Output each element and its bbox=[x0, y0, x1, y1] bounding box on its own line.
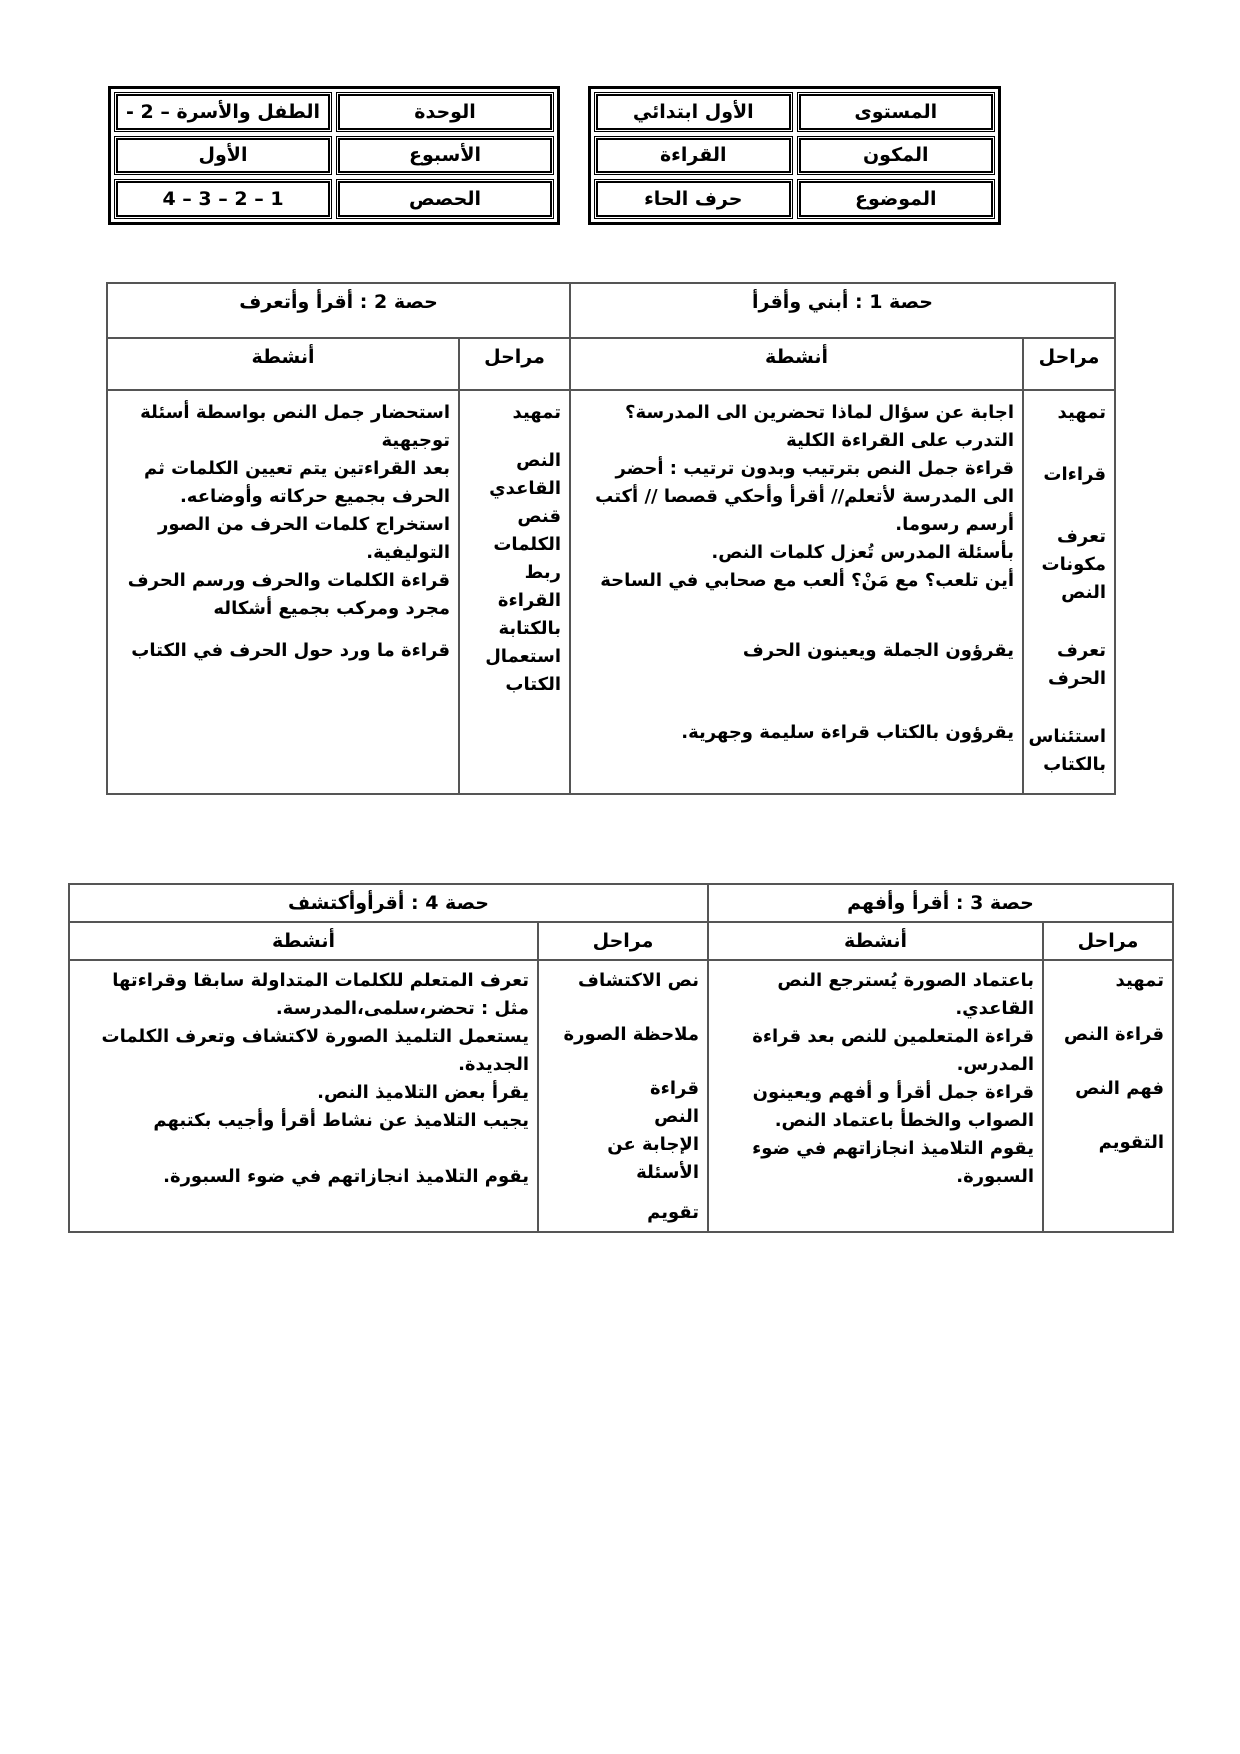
session-3-activities bbox=[708, 960, 1043, 1232]
value-level: الأول ابتدائي bbox=[594, 92, 793, 132]
session-4-activities bbox=[69, 960, 538, 1232]
activity-item: قراءة جمل النص بترتيب وبدون ترتيب : أحضر الى المدرسة لأتعلم// أقرأ وأحكي قصصا // أكتب أرسم رسوما. bbox=[595, 458, 1015, 535]
stage-item: قراءة النص bbox=[650, 1078, 699, 1127]
label-unit: الوحدة bbox=[336, 92, 554, 132]
stage-item: النص القاعدي bbox=[489, 450, 562, 499]
activity-item: يجيب التلاميذ عن نشاط أقرأ وأجيب بكتبهم bbox=[153, 1110, 529, 1131]
value-unit: الطفل والأسرة – 2 - bbox=[114, 92, 332, 132]
stage-item: تقويم bbox=[647, 1202, 699, 1223]
activity-item: قراءة ما ورد حول الحرف في الكتاب bbox=[131, 640, 451, 661]
info-box-unit bbox=[108, 86, 560, 225]
stage-item: قنص الكلمات bbox=[493, 506, 562, 555]
activity-item: قراءة جمل أقرأ و أفهم ويعينون الصواب والخطأ باعتماد النص. bbox=[752, 1082, 1035, 1131]
stage-item: تعرف الحرف bbox=[1048, 640, 1107, 689]
activity-item: استحضار جمل النص بواسطة أسئلة توجيهية bbox=[140, 402, 451, 451]
session-1-title: حصة 1 : أبني وأقرأ bbox=[570, 283, 1115, 338]
session-3-activities-header: أنشطة bbox=[708, 922, 1043, 960]
session-4-activities-header: أنشطة bbox=[69, 922, 538, 960]
activity-item: يقرأ بعض التلاميذ النص. bbox=[317, 1082, 529, 1103]
value-sessions: 1 – 2 – 3 – 4 bbox=[114, 179, 332, 219]
stage-item: استئناس بالكتاب bbox=[1028, 726, 1107, 775]
session-2-activities-header: أنشطة bbox=[107, 338, 459, 390]
activity-item: بأسئلة المدرس تُعزل كلمات النص. bbox=[711, 542, 1015, 563]
session-4-stages-header: مراحل bbox=[538, 922, 708, 960]
activity-item: يقوم التلاميذ انجازاتهم في ضوء السبورة. bbox=[752, 1138, 1035, 1187]
activity-item: يقرؤون بالكتاب قراءة سليمة وجهرية. bbox=[681, 722, 1015, 743]
stage-item: الإجابة عن الأسئلة bbox=[607, 1134, 699, 1183]
label-level: المستوى bbox=[797, 92, 996, 132]
session-2-stages-header: مراحل bbox=[459, 338, 570, 390]
activity-item: قراءة الكلمات والحرف ورسم الحرف مجرد ومركب بجميع أشكاله bbox=[127, 570, 451, 619]
session-1-activities-header: أنشطة bbox=[570, 338, 1023, 390]
stage-item: تمهيد bbox=[1115, 970, 1165, 991]
session-4-stages bbox=[538, 960, 708, 1232]
activity-item: قراءة المتعلمين للنص بعد قراءة المدرس. bbox=[752, 1026, 1035, 1075]
sessions-1-2-table bbox=[106, 282, 1116, 795]
session-2-stages bbox=[459, 390, 570, 794]
session-3-stages bbox=[1043, 960, 1173, 1232]
stage-item: التقويم bbox=[1098, 1132, 1165, 1153]
activity-item: التدرب على القراءة الكلية bbox=[786, 430, 1015, 451]
session-2-activities bbox=[107, 390, 459, 794]
stage-item: استعمال الكتاب bbox=[485, 646, 562, 695]
sessions-3-4-table bbox=[68, 883, 1174, 1233]
session-3-title: حصة 3 : أقرأ وأفهم bbox=[708, 884, 1173, 922]
stage-item: نص الاكتشاف bbox=[578, 970, 699, 991]
activity-item: يقوم التلاميذ انجازاتهم في ضوء السبورة. bbox=[163, 1166, 529, 1187]
activity-item: يقرؤون الجملة ويعينون الحرف bbox=[742, 640, 1015, 661]
activity-item: بعد القراءتين يتم تعيين الكلمات ثم الحرف بجميع حركاته وأوضاعه. bbox=[144, 458, 451, 507]
stage-item: ملاحظة الصورة bbox=[563, 1024, 699, 1045]
stage-item: قراءات bbox=[1043, 464, 1107, 485]
activity-item: باعتماد الصورة يُسترجع النص القاعدي. bbox=[777, 970, 1035, 1019]
activity-item: أين تلعب؟ مع مَنْ؟ ألعب مع صحابي في الساحة bbox=[600, 570, 1015, 591]
stage-item: قراءة النص bbox=[1063, 1024, 1165, 1045]
value-topic: حرف الحاء bbox=[594, 179, 793, 219]
session-2-title: حصة 2 : أقرأ وأتعرف bbox=[107, 283, 570, 338]
stage-item: ربط القراءة بالكتابة bbox=[497, 562, 562, 639]
label-week: الأسبوع bbox=[336, 136, 554, 176]
activity-item: اجابة عن سؤال لماذا تحضرين الى المدرسة؟ bbox=[625, 402, 1015, 423]
activity-item: يستعمل التلميذ الصورة لاكتشاف وتعرف الكلمات الجديدة. bbox=[101, 1026, 529, 1075]
stage-item: تمهيد bbox=[1057, 402, 1107, 423]
value-week: الأول bbox=[114, 136, 332, 176]
stage-item: فهم النص bbox=[1075, 1078, 1165, 1099]
session-4-title: حصة 4 : أقرأوأكتشف bbox=[69, 884, 708, 922]
session-1-stages-header: مراحل bbox=[1023, 338, 1115, 390]
info-box-level bbox=[588, 86, 1001, 225]
session-1-activities bbox=[570, 390, 1023, 794]
label-component: المكون bbox=[797, 136, 996, 176]
label-sessions: الحصص bbox=[336, 179, 554, 219]
stage-item: تمهيد bbox=[512, 402, 562, 423]
activity-item: تعرف المتعلم للكلمات المتداولة سابقا وقراءتها مثل : تحضر،سلمى،المدرسة. bbox=[112, 970, 529, 1019]
stage-item: تعرف مكونات النص bbox=[1041, 526, 1107, 603]
activity-item: استخراج كلمات الحرف من الصور التوليفية. bbox=[158, 514, 451, 563]
session-1-stages bbox=[1023, 390, 1115, 794]
session-3-stages-header: مراحل bbox=[1043, 922, 1173, 960]
value-component: القراءة bbox=[594, 136, 793, 176]
label-topic: الموضوع bbox=[797, 179, 996, 219]
